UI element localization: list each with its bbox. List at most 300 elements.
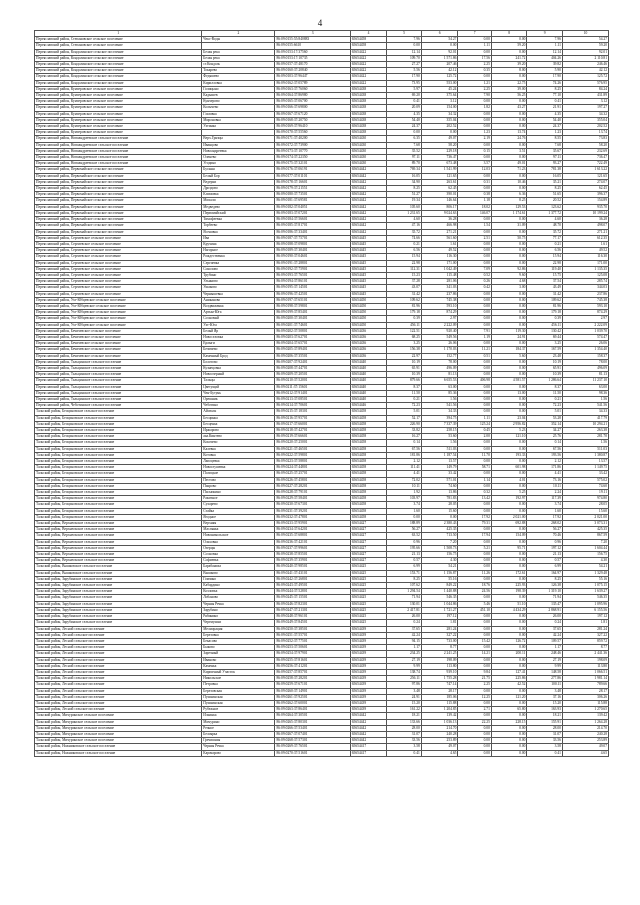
table-cell: 198.09 — [562, 657, 608, 663]
table-cell: 202.52 — [562, 124, 608, 130]
table-cell: 86:09:0184:37:56601 — [275, 217, 350, 223]
table-cell: Калевка — [202, 446, 275, 452]
table-cell: 8.25 — [387, 186, 422, 192]
table-cell: 65654442 — [350, 198, 387, 204]
table-cell: 86:09:0221:37:46501 — [275, 446, 350, 452]
table-cell: 431.89 — [562, 93, 608, 99]
table-cell: 197.27 — [562, 105, 608, 111]
table-cell: 0.00 — [458, 359, 491, 365]
table-cell: 8.00 — [491, 68, 527, 74]
table-cell: 3.58 — [387, 744, 422, 750]
table-cell: 65654425 — [350, 607, 387, 613]
table-cell: 341.03 — [421, 285, 458, 291]
table-cell: 37.28 — [387, 279, 422, 285]
table-cell: 2.25 — [458, 86, 491, 92]
table-cell: Переяславский район, Новоандреевское сельское поселение — [35, 136, 202, 142]
table-cell: 15.94 — [387, 254, 422, 260]
table-cell: 15.23 — [387, 272, 422, 278]
table-cell: 355.04 — [562, 117, 608, 123]
table-cell: 0.00 — [491, 539, 527, 545]
table-cell: 65654430 — [350, 142, 387, 148]
table-cell: 112.31 — [387, 266, 422, 272]
table-cell: 12.03 — [458, 167, 491, 173]
table-cell: Тальский район, Мичуринское сельское поселение — [35, 738, 202, 744]
header-cell: 6 — [421, 31, 458, 37]
table-cell: 43.49 — [527, 285, 563, 291]
table-cell: 24.76 — [491, 136, 527, 142]
table-cell: 15.94 — [527, 254, 563, 260]
table-cell: 49.07 — [562, 744, 608, 750]
table-cell: 34.32 — [562, 111, 608, 117]
table-cell: 65654430 — [350, 155, 387, 161]
table-cell: 8.77 — [562, 645, 608, 651]
table-cell: 1.23 — [458, 130, 491, 136]
table-cell: Тальский район, Зарубинское сельское поселение — [35, 620, 202, 626]
table-cell: 5.01 — [387, 409, 422, 415]
table-cell: 874.29 — [562, 310, 608, 316]
table-cell: 65654445 — [350, 235, 387, 241]
table-cell: 86:09:0214:37:70601 — [275, 403, 350, 409]
table-cell: 15.75 — [527, 272, 563, 278]
table-cell: 4.30 — [562, 558, 608, 564]
table-cell: 65654450 — [350, 316, 387, 322]
table-cell: 3 073.31 — [562, 521, 608, 527]
table-cell: 789.66 — [562, 682, 608, 688]
table-cell: 3.74 — [387, 502, 422, 508]
table-cell: 0.00 — [491, 552, 527, 558]
table-cell: 65654422 — [350, 62, 387, 68]
header-cell: 4 — [350, 31, 387, 37]
table-cell: Переяславский район, Степановское сельское поселение — [35, 43, 202, 49]
table-cell: 1.21 — [458, 80, 491, 86]
table-cell: 26.00 — [527, 614, 563, 620]
table-cell: 152.77 — [421, 353, 458, 359]
table-cell: 0.00 — [491, 595, 527, 601]
table-cell: 65654427 — [350, 558, 387, 564]
table-cell: 52.17 — [387, 415, 422, 421]
table-cell: 0.00 — [421, 514, 458, 520]
table-cell: 92.01 — [421, 49, 458, 55]
table-cell: 1.14 — [458, 477, 491, 483]
table-cell: 65654458 — [350, 496, 387, 502]
table-cell: 69.44 — [527, 334, 563, 340]
table-cell: 0.00 — [458, 564, 491, 570]
table-cell: Соколово — [202, 266, 275, 272]
table-cell: 1.61 — [562, 241, 608, 247]
table-cell: Тальский район, Бесциновское сельское поселение — [35, 459, 202, 465]
table-cell: Трубино — [202, 272, 275, 278]
table-cell: 6.99 — [387, 564, 422, 570]
table-cell: 28.00 — [387, 725, 422, 731]
table-cell: 86:09:0185:37:81701 — [275, 223, 350, 229]
table-cell: Тальский район, Верхнеокское сельское поселение — [35, 521, 202, 527]
table-cell: 240.28 — [421, 731, 458, 737]
table-cell: Тальский район, Бесциновское сельское поселение — [35, 428, 202, 434]
table-cell: 306.26 — [562, 694, 608, 700]
table-cell: 18.76 — [458, 583, 491, 589]
table-cell: 16.05 — [527, 173, 563, 179]
table-cell: 86:09:0225:37:25701 — [275, 471, 350, 477]
table-cell: Ухтинка — [202, 124, 275, 130]
table-cell: 0.24 — [387, 620, 422, 626]
table-cell: 86:09:0213:37:08501 — [275, 396, 350, 402]
table-cell: Орешник — [202, 396, 275, 402]
table-cell: 277.86 — [527, 676, 563, 682]
table-cell: 0.00 — [458, 440, 491, 446]
table-cell: 86:09:0206:37:35501 — [275, 353, 350, 359]
data-sheet — [34, 30, 609, 757]
table-cell: 34.90 — [387, 179, 422, 185]
table-cell: 54.40 — [527, 117, 563, 123]
table-cell: 86:09:0215:37:18301 — [275, 409, 350, 415]
table-cell: Каменный Брод — [202, 353, 275, 359]
table-cell: Первомайский — [202, 210, 275, 216]
table-cell: 27.19 — [527, 657, 563, 663]
table-cell: 263.38 — [562, 428, 608, 434]
table-cell: 0.00 — [458, 558, 491, 564]
table-cell: 22.98 — [387, 260, 422, 266]
table-cell: 2 956.82 — [491, 421, 527, 427]
table-cell: 0.00 — [458, 49, 491, 55]
table-cell: 19.34 — [387, 198, 422, 204]
table-cell: 65654445 — [350, 241, 387, 247]
table-cell: 1.60 — [387, 508, 422, 514]
table-cell: 65654442 — [350, 229, 387, 235]
table-cell: 1 066.51 — [562, 669, 608, 675]
table-cell: 9.84 — [458, 669, 491, 675]
table-cell: 56.27 — [527, 527, 563, 533]
table-cell: Переяславский район, Тальцинское сельское поселение — [35, 378, 202, 384]
table-cell: Цветущий — [202, 384, 275, 390]
table-row — [35, 750, 609, 756]
table-cell: 0.00 — [491, 341, 527, 347]
table-cell: Переяславский район, Первомайское сельское поселение — [35, 186, 202, 192]
table-cell: 0.00 — [458, 731, 491, 737]
table-cell: 171.00 — [421, 260, 458, 266]
table-cell: 404.26 — [527, 55, 563, 61]
table-cell: 612.35 — [562, 235, 608, 241]
table-cell: 0.00 — [458, 372, 491, 378]
table-cell: 65654439 — [350, 657, 387, 663]
table-cell: 8.25 — [527, 576, 563, 582]
table-cell: 18.21 — [527, 713, 563, 719]
table-cell: Тальский район, Мичуринское сельское поселение — [35, 713, 202, 719]
table-cell: Болотово — [202, 359, 275, 365]
table-cell: 37.54 — [527, 279, 563, 285]
table-cell: 2.25 — [458, 682, 491, 688]
table-cell: 198.09 — [421, 657, 458, 663]
table-cell: 122.51 — [387, 328, 422, 334]
table-cell: 7.20 — [562, 539, 608, 545]
table-cell: 86:09:0226:37:45801 — [275, 477, 350, 483]
table-cell: 1.19 — [458, 334, 491, 340]
table-cell: Переяславский район, Кунчеровское сельское поселение — [35, 105, 202, 111]
table-cell: 229.18 — [421, 148, 458, 154]
table-cell: 86:09:0209:37:20501 — [275, 372, 350, 378]
table-cell: 86:09:0187:37:75701 — [275, 235, 350, 241]
table-cell: 19.11 — [562, 490, 608, 496]
table-cell: 86:09:0230:37:67301 — [275, 502, 350, 508]
table-cell: Тальский район, Бесциновское сельское поселение — [35, 514, 202, 520]
table-cell: Переяславский район, Первомайское сельское поселение — [35, 204, 202, 210]
table-cell: 65654442 — [350, 223, 387, 229]
table-cell: Черемушки — [202, 620, 275, 626]
table-cell: 0.00 — [458, 74, 491, 80]
table-cell: Переяславский район, Новоандреевское сельское поселение — [35, 148, 202, 154]
table-cell: Верхняя — [202, 521, 275, 527]
table-cell: Переяславский район, Ухт-Юбцевское сельское поселение — [35, 310, 202, 316]
table-cell: Тальский район, Лесной сельское поселение — [35, 669, 202, 675]
table-cell: 1 044.86 — [421, 601, 458, 607]
table-cell: Рябинино — [202, 614, 275, 620]
table-cell: 86:09:0153:17:37560 — [275, 49, 350, 55]
table-cell: 65654442 — [350, 192, 387, 198]
table-cell: 35.52 — [387, 148, 422, 154]
table-cell: Переяславский район, Бечичевское сельское поселение — [35, 328, 202, 334]
table-cell: Кузнецовка — [202, 365, 275, 371]
table-cell: 86:09:0251:37:55701 — [275, 632, 350, 638]
table-cell: 232.69 — [562, 148, 608, 154]
table-cell: 2 222.09 — [562, 322, 608, 328]
table-cell: 58.71 — [458, 465, 491, 471]
table-cell: 146.64 — [421, 198, 458, 204]
table-cell: Тальский район, Лесной сельское поселение — [35, 632, 202, 638]
table-cell: 1 174.61 — [491, 210, 527, 216]
table-cell: 0.57 — [527, 558, 563, 564]
header-cell: 7 — [458, 31, 491, 37]
table-cell: 11.50 — [387, 390, 422, 396]
table-cell: 10.19 — [527, 359, 563, 365]
table-cell: 4.60 — [387, 217, 422, 223]
table-cell: 65654458 — [350, 471, 387, 477]
table-cell: 24.91 — [491, 334, 527, 340]
table-cell: Ольховка — [202, 539, 275, 545]
table-cell: 48.70 — [527, 223, 563, 229]
table-cell: Тальский район, Ножниковское сельское поселение — [35, 744, 202, 750]
table-cell: 673.48 — [421, 161, 458, 167]
table-cell: 121.65 — [562, 173, 608, 179]
table-cell: Переяславский район, Кондолинское сельское поселение — [35, 49, 202, 55]
table-cell: 86:09:0235:37:68801 — [275, 533, 350, 539]
table-cell: 78.00 — [562, 359, 608, 365]
table-cell: 1 095.96 — [562, 601, 608, 607]
table-cell: 81.13 — [562, 372, 608, 378]
table-cell: 0.00 — [491, 527, 527, 533]
table-cell: 7.90 — [458, 93, 491, 99]
table-cell: Ива — [202, 235, 275, 241]
table-cell: 0.21 — [527, 396, 563, 402]
table-cell: 1 508.73 — [421, 545, 458, 551]
table-cell: 179.18 — [527, 310, 563, 316]
table-cell: 1 354.40 — [562, 347, 608, 353]
table-cell: 86:09:0222:37:59801 — [275, 452, 350, 458]
table-cell: 49.01 — [491, 161, 527, 167]
table-cell: 0.00 — [491, 217, 527, 223]
table-cell: 0.00 — [458, 552, 491, 558]
table-cell: 1.56 — [562, 396, 608, 402]
table-cell: 390.01 — [421, 192, 458, 198]
table-cell: 0.21 — [527, 241, 563, 247]
table-cell: 1 036.13 — [421, 719, 458, 725]
table-cell: 65654442 — [350, 731, 387, 737]
table-cell: 498.07 — [562, 223, 608, 229]
table-cell: 86:09:0227:37:28201 — [275, 483, 350, 489]
table-cell: Иржарово — [202, 428, 275, 434]
table-cell: 93.27 — [527, 161, 563, 167]
table-cell: 781.38 — [527, 167, 563, 173]
table-cell: 21.13 — [387, 552, 422, 558]
table-cell: 225.86 — [491, 676, 527, 682]
table-cell: 5.23 — [491, 428, 527, 434]
table-cell: 1 170.03 — [421, 347, 458, 353]
table-cell: 58.20 — [562, 142, 608, 148]
table-cell: 0.00 — [491, 291, 527, 297]
table-cell: 0.96 — [387, 539, 422, 545]
table-cell: 65654440 — [350, 378, 387, 384]
table-cell: 86:09:0203:37:62701 — [275, 334, 350, 340]
table-cell: 0.00 — [458, 595, 491, 601]
table-cell: Тальский район, Бесциновское сельское поселение — [35, 477, 202, 483]
table-cell: 2 380.43 — [421, 521, 458, 527]
table-cell: Каменка — [202, 663, 275, 669]
table-cell: 39.20 — [491, 62, 527, 68]
table-cell: 12.14 — [387, 49, 422, 55]
table-cell: 3.00 — [491, 285, 527, 291]
table-cell: 1 613.22 — [562, 167, 608, 173]
table-cell: 26.00 — [387, 614, 422, 620]
table-cell: 86:09:0168:37:20750 — [275, 117, 350, 123]
table-cell: 7.91 — [458, 328, 491, 334]
table-cell: 6.56 — [387, 248, 422, 254]
table-cell: 2 110.81 — [562, 55, 608, 61]
table-cell: 0.00 — [491, 738, 527, 744]
table-cell: Белоярка — [202, 731, 275, 737]
table-cell: 62.45 — [421, 186, 458, 192]
table-cell: 65654450 — [350, 303, 387, 309]
table-cell: 65654439 — [350, 688, 387, 694]
table-cell: 86:09:0255:37:81601 — [275, 657, 350, 663]
table-cell: 65654439 — [350, 676, 387, 682]
table-cell: 146.07 — [458, 210, 491, 216]
table-cell: Переяславский район, Ухт-Юбцевское сельское поселение — [35, 297, 202, 303]
table-cell: 271.21 — [562, 229, 608, 235]
table-cell: 72.23 — [527, 403, 563, 409]
table-cell: 10.39 — [387, 372, 422, 378]
table-cell: 0.00 — [491, 731, 527, 737]
table-cell: 0.00 — [458, 254, 491, 260]
table-cell: 713.50 — [421, 533, 458, 539]
table-cell: Тальский район, Бесциновское сельское поселение — [35, 434, 202, 440]
table-cell: 158.37 — [562, 353, 608, 359]
table-cell: 65654458 — [350, 409, 387, 415]
table-cell: Тальский район, Бесциновское сельское поселение — [35, 415, 202, 421]
table-cell: 1 294.54 — [387, 589, 422, 595]
table-cell: 65654438 — [350, 124, 387, 130]
table-cell: 86:09:0174:37:22350 — [275, 155, 350, 161]
table-cell: Тальский район, Зарубинское сельское поселение — [35, 595, 202, 601]
table-cell: 6.35 — [387, 136, 422, 142]
table-cell: 109.62 — [387, 297, 422, 303]
table-cell: 65654425 — [350, 620, 387, 626]
table-cell: Переяславский район, Кунчеровское сельское поселение — [35, 99, 202, 105]
table-cell: Тальский район, Верхнеокское сельское поселение — [35, 552, 202, 558]
table-cell: 74.60 — [421, 483, 458, 489]
table-cell: 0.00 — [458, 260, 491, 266]
table-cell: 0.00 — [491, 303, 527, 309]
table-cell: 56.27 — [387, 527, 422, 533]
table-cell: 105.60 — [387, 204, 422, 210]
table-cell: 4.35 — [527, 111, 563, 117]
table-cell: 185.06 — [421, 694, 458, 700]
table-cell: 86:09:0176:37:06191 — [275, 167, 350, 173]
table-cell: 86:09:0155:6610 — [275, 43, 350, 49]
table-cell: 65654440 — [350, 372, 387, 378]
table-cell: 193.56 — [527, 452, 563, 458]
table-cell: 16.05 — [387, 173, 422, 179]
table-cell: 65654427 — [350, 545, 387, 551]
table-cell: Переяславский район, Сергиевское сельское поселение — [35, 279, 202, 285]
table-cell: Тальский район, Бесциновское сельское поселение — [35, 409, 202, 415]
table-cell: 148.58 — [527, 669, 563, 675]
table-cell: Белая река — [202, 55, 275, 61]
table-cell: 63.52 — [387, 533, 422, 539]
table-cell: 7.96 — [527, 37, 563, 43]
table-cell: 65654430 — [350, 148, 387, 154]
table-cell: 1.11 — [527, 43, 563, 49]
table-cell: 86:09:0217:37:66001 — [275, 421, 350, 427]
table-cell: Переяславский район, Тальцинское сельское поселение — [35, 365, 202, 371]
table-cell: Переяславский район, Сергиевское сельское поселение — [35, 260, 202, 266]
table-cell: Иванцово — [202, 142, 275, 148]
table-cell: Новоникольское — [202, 533, 275, 539]
table-cell: 65654445 — [350, 266, 387, 272]
table-cell: 0.51 — [458, 353, 491, 359]
table-cell: 375.64 — [421, 93, 458, 99]
table-cell: 65654442 — [350, 204, 387, 210]
table-cell: 86:09:0248:37:96101 — [275, 614, 350, 620]
table-cell: Сосновка — [202, 552, 275, 558]
table-cell: 200.11 — [491, 651, 527, 657]
table-cell: 0.00 — [491, 508, 527, 514]
table-cell: 0.00 — [458, 37, 491, 43]
table-cell: 97.11 — [527, 155, 563, 161]
table-cell: 54.40 — [387, 117, 422, 123]
table-cell: 86:09:0241:37:43101 — [275, 570, 350, 576]
table-cell: Тальский район, Верхнеокское сельское поселение — [35, 558, 202, 564]
table-cell: 0.00 — [491, 403, 527, 409]
table-cell: 42.52 — [491, 682, 527, 688]
table-cell: 7.68 — [387, 142, 422, 148]
table-cell: 0.00 — [458, 186, 491, 192]
table-cell: 34.33 — [562, 409, 608, 415]
table-cell: 65654430 — [350, 136, 387, 142]
table-cell: 0.00 — [491, 310, 527, 316]
table-cell: Тальский район, Лесной сельское поселение — [35, 626, 202, 632]
table-cell: 49.07 — [421, 136, 458, 142]
table-cell: 65654458 — [350, 459, 387, 465]
table-cell: Тальский район, Лесной сельское поселение — [35, 651, 202, 657]
table-cell: 575.02 — [562, 477, 608, 483]
table-cell: 22.98 — [527, 260, 563, 266]
table-cell: 43.07 — [387, 285, 422, 291]
table-cell: Бусыня — [202, 167, 275, 173]
table-cell: 0.00 — [491, 241, 527, 247]
table-cell: 546.35 — [562, 595, 608, 601]
table-cell: Кручина — [202, 241, 275, 247]
table-cell: 0.00 — [458, 527, 491, 533]
table-cell: 65654442 — [350, 719, 387, 725]
table-cell: 71.94 — [527, 595, 563, 601]
